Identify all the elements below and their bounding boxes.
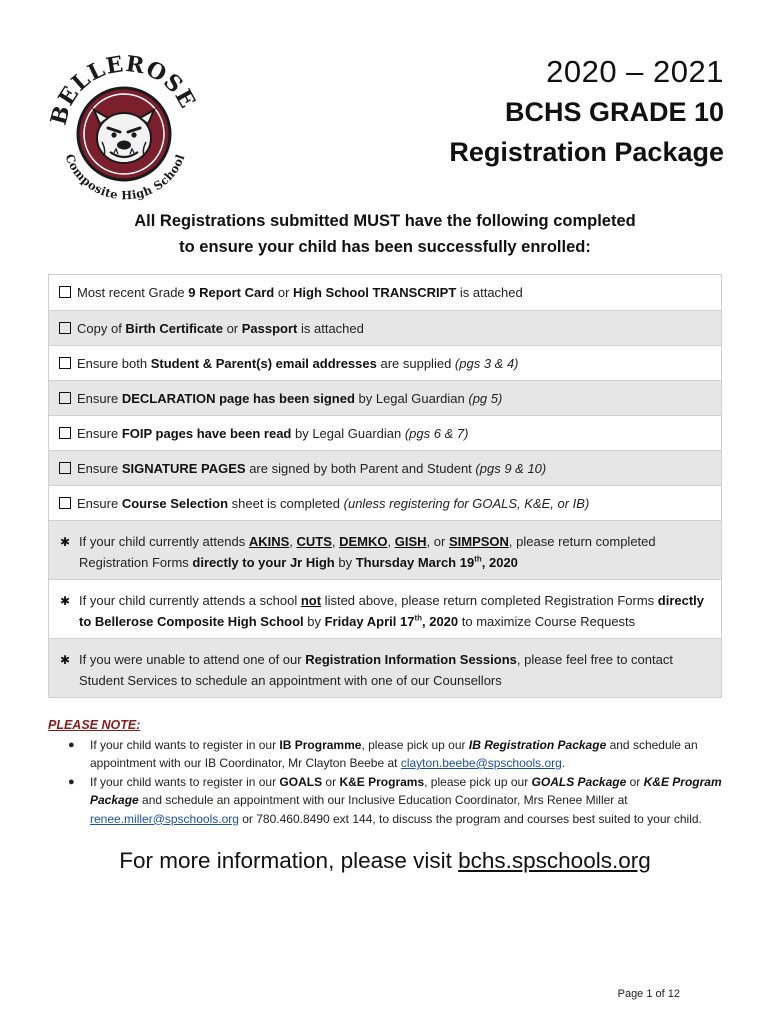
checklist-row-text: [77, 318, 711, 339]
text-run: are supplied: [376, 356, 455, 371]
email-link[interactable]: clayton.beebe@spschools.org: [400, 756, 562, 770]
bulldog-icon: [94, 110, 154, 163]
text-run: K&E Program Package: [90, 774, 722, 807]
text-run: Most recent Grade: [77, 285, 189, 300]
text-run: to maximize Course Requests: [458, 614, 636, 629]
note-item: [68, 773, 738, 829]
checklist-row: [49, 485, 721, 520]
checklist-row: [49, 345, 721, 380]
text-run: directly to your Jr High: [192, 555, 335, 570]
text-run: IB Registration Package: [468, 737, 607, 752]
text-run: (pgs 3 & 4): [454, 356, 519, 371]
text-run: If your child wants to register in our: [90, 774, 280, 789]
checklist-row-text: [79, 649, 711, 691]
page-number: Page 1 of 12: [617, 988, 680, 1000]
checklist-note-row: [49, 638, 721, 697]
text-run: and schedule an appointment with our IB Coordinator, Mr Clayton Beebe at: [90, 737, 698, 770]
checklist-row: [49, 275, 721, 310]
asterisk-icon: [57, 590, 73, 612]
text-run: , or: [426, 534, 449, 549]
checkbox-icon: [59, 353, 71, 375]
text-run: Ensure: [77, 496, 122, 511]
text-run: (pgs 6 & 7): [404, 426, 469, 441]
text-run: by: [303, 614, 325, 629]
website-link[interactable]: bchs.spschools.org: [458, 848, 651, 873]
checkbox-square: [59, 322, 71, 334]
checklist-row-text: [77, 282, 711, 303]
asterisk-glyph: ✱: [59, 594, 71, 608]
text-run: DECLARATION page has been signed: [121, 391, 355, 406]
checkbox-icon: [59, 388, 71, 410]
text-run: and schedule an appointment with our Inclusive Education Coordinator, Mrs Renee Miller at: [138, 793, 628, 807]
text-run: SIMPSON: [448, 534, 509, 549]
checklist-note-row: [49, 579, 721, 638]
text-run: Friday April 17: [324, 614, 415, 629]
checkbox-icon: [59, 458, 71, 480]
text-run: If your child currently attends a school: [79, 593, 301, 608]
text-run: Ensure both: [77, 356, 151, 371]
checkbox-icon: [59, 282, 71, 304]
text-run: by Legal Guardian: [354, 391, 469, 406]
more-info-line: [0, 848, 770, 874]
text-run: (unless registering for GOALS, K&E, or IB): [343, 496, 590, 511]
text-run: , 2020: [422, 614, 459, 629]
text-run: listed above, please return completed Registration Forms: [321, 593, 658, 608]
school-year: 2020 – 2021: [546, 54, 724, 89]
text-run: GOALS: [279, 774, 323, 789]
document-title-line1: BCHS GRADE 10: [504, 97, 724, 127]
document-header: [449, 52, 724, 172]
text-run: (pg 5): [468, 391, 503, 406]
checklist-row-text: [79, 531, 711, 573]
text-run: IB Programme: [279, 737, 362, 752]
asterisk-icon: [57, 649, 73, 671]
checklist-row-text: [77, 423, 711, 444]
checklist-note-row: [49, 520, 721, 579]
text-run: Birth Certificate: [125, 321, 223, 336]
checklist-row-text: [77, 493, 711, 514]
registration-checklist: [48, 274, 722, 698]
school-logo: [44, 54, 204, 202]
text-run: ,: [387, 534, 395, 549]
text-run: If your child wants to register in our: [90, 737, 280, 752]
more-info-text: For more information, please visit: [119, 848, 459, 873]
text-run: CUTS: [296, 534, 332, 549]
checklist-row: [49, 415, 721, 450]
text-run: GISH: [394, 534, 427, 549]
checklist-row-text: [77, 458, 711, 479]
checkbox-square: [59, 462, 71, 474]
superscript-text: th: [414, 613, 422, 623]
asterisk-icon: [57, 531, 73, 553]
svg-text:BELLEROSE: BELLEROSE: [45, 54, 201, 128]
checklist-row-text: [77, 353, 711, 374]
text-run: is attached: [456, 285, 523, 300]
email-link[interactable]: renee.miller@spschools.org: [90, 811, 239, 826]
checklist-row-text: [79, 590, 711, 632]
text-run: AKINS: [248, 534, 290, 549]
asterisk-glyph: ✱: [59, 535, 71, 549]
text-run: , please return completed Registration Forms: [79, 534, 656, 570]
text-run: Passport: [241, 321, 298, 336]
text-run: or: [322, 774, 340, 789]
text-run: not: [300, 593, 322, 608]
note-item: [68, 736, 738, 773]
text-run: If you were unable to attend one of our: [79, 652, 306, 667]
intro-line-1: All Registrations submitted MUST have the following completed: [134, 212, 636, 230]
text-run: , please feel free to contact Student Services to schedule an appointment with one of our Counsellors: [79, 652, 673, 688]
checkbox-icon: [59, 318, 71, 340]
text-run: .: [561, 756, 566, 770]
text-run: 9 Report Card: [188, 285, 275, 300]
bullet-icon: ●: [68, 775, 75, 788]
checkbox-square: [59, 357, 71, 369]
checkbox-square: [59, 497, 71, 509]
checklist-row: [49, 380, 721, 415]
text-run: or: [626, 774, 644, 789]
checklist-row: [49, 450, 721, 485]
notes-section: [48, 716, 738, 828]
text-run: sheet is completed: [228, 496, 344, 511]
text-run: , please pick up our: [424, 774, 532, 789]
text-run: Ensure: [77, 391, 122, 406]
document-title-line2: Registration Package: [449, 137, 724, 167]
text-run: , please pick up our: [361, 737, 469, 752]
text-run: are signed by both Parent and Student: [245, 461, 476, 476]
svg-text:Composite High School: Composite High School: [62, 151, 188, 202]
text-run: is attached: [297, 321, 364, 336]
checklist-row: [49, 310, 721, 345]
superscript-text: th: [474, 554, 482, 564]
text-run: GOALS Package: [531, 774, 627, 789]
asterisk-glyph: ✱: [59, 653, 71, 667]
text-run: ,: [289, 534, 297, 549]
text-run: (pgs 9 & 10): [475, 461, 547, 476]
checkbox-square: [59, 392, 71, 404]
text-run: ,: [331, 534, 340, 549]
text-run: by: [334, 555, 356, 570]
text-run: Ensure: [77, 426, 122, 441]
text-run: Thursday March 19: [355, 555, 475, 570]
text-run: SIGNATURE PAGES: [121, 461, 246, 476]
text-run: , 2020: [481, 555, 518, 570]
checklist-row-text: [77, 388, 711, 409]
text-run: Course Selection: [121, 496, 229, 511]
text-run: by Legal Guardian: [291, 426, 405, 441]
text-run: or: [274, 285, 294, 300]
notes-list: [48, 736, 738, 829]
text-run: If your child currently attends: [79, 534, 249, 549]
checkbox-icon: [59, 493, 71, 515]
checkbox-square: [59, 286, 71, 298]
text-run: DEMKO: [339, 534, 388, 549]
text-run: FOIP pages have been read: [121, 426, 292, 441]
text-run: High School TRANSCRIPT: [293, 285, 457, 300]
checkbox-icon: [59, 423, 71, 445]
text-run: Student & Parent(s) email addresses: [150, 356, 377, 371]
checkbox-square: [59, 427, 71, 439]
text-run: Registration Information Sessions: [305, 652, 517, 667]
text-run: Ensure: [77, 461, 122, 476]
text-run: or 780.460.8490 ext 144, to discuss the program and courses best suited to your child.: [238, 811, 702, 826]
notes-heading: PLEASE NOTE:: [48, 718, 141, 732]
bullet-icon: ●: [68, 738, 75, 751]
text-run: directly to Bellerose Composite High School: [79, 593, 705, 629]
intro-line-2: to ensure your child has been successfully enrolled:: [179, 238, 591, 256]
text-run: Copy of: [77, 321, 126, 336]
text-run: or: [222, 321, 242, 336]
intro-instructions: [0, 208, 770, 260]
text-run: K&E Programs: [339, 774, 425, 789]
